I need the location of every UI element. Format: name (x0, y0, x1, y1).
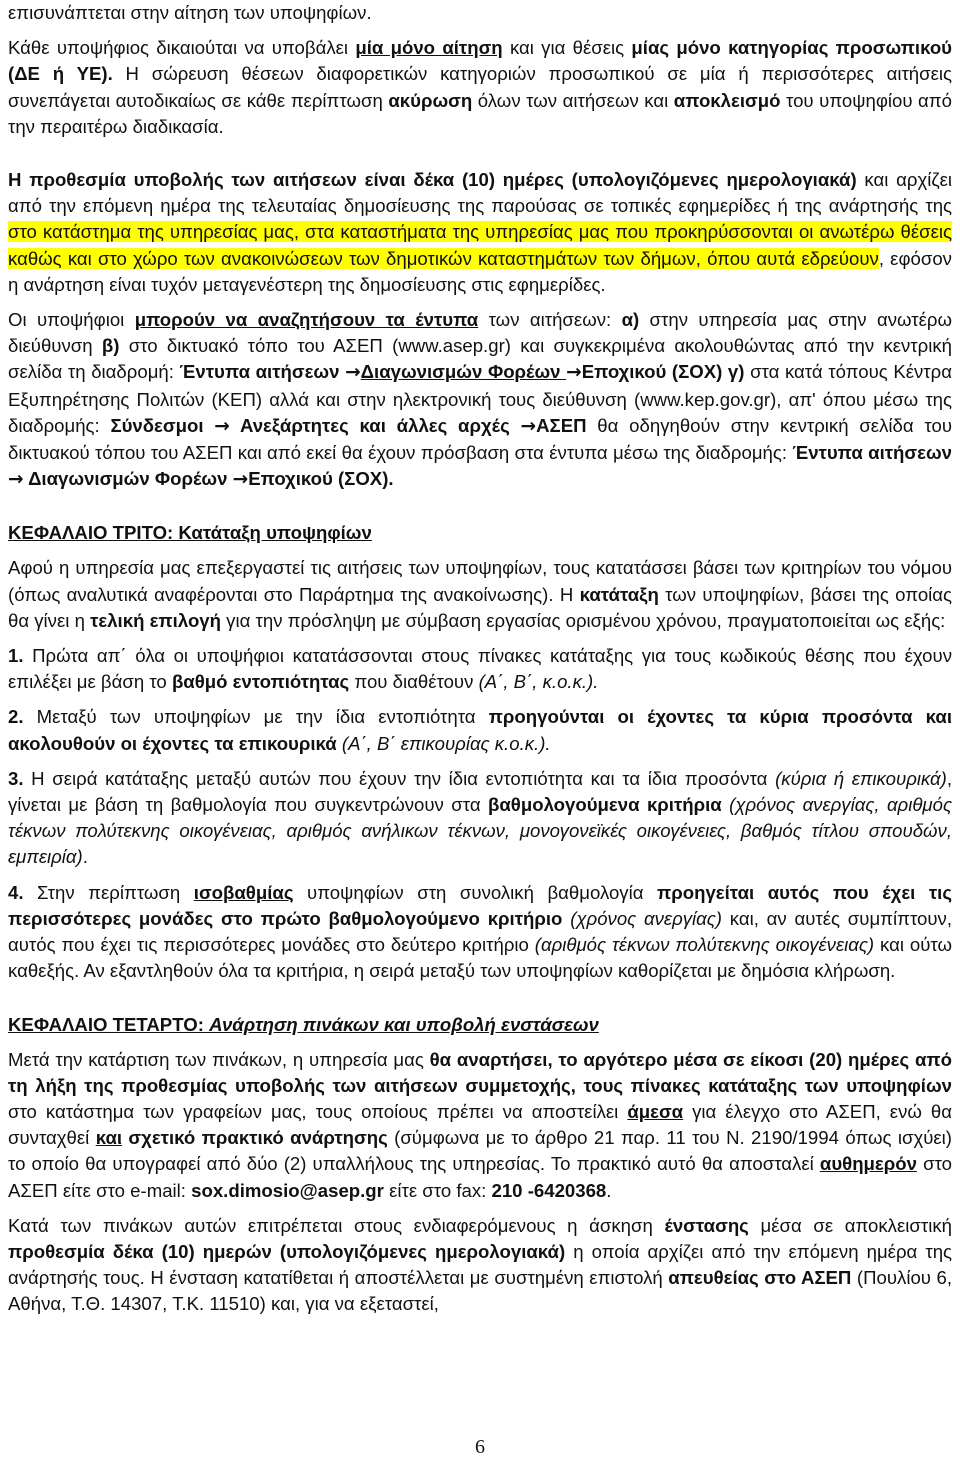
chapter-three-heading: ΚΕΦΑΛΑΙΟ ΤΡΙΤΟ: Κατάταξη υποψηφίων (8, 522, 372, 544)
chapter-four-heading: ΚΕΦΑΛΑΙΟ ΤΕΤΑΡΤΟ: Ανάρτηση πινάκων και υποβολή ενστάσεων (8, 1013, 599, 1035)
ranking-rule-2: 2. Μεταξύ των υποψηφίων με την ίδια εντοπιότητα προηγούνται οι έχοντες τα κύρια προσόντα και ακολουθούν οι έχοντες τα επικουρικά (Α΄, Β΄ επικουρίας κ.ο.κ.). (8, 706, 952, 754)
document-body (8, 0, 952, 1318)
arrow-right-icon: → (345, 362, 361, 384)
paragraph-objections: Κατά των πινάκων αυτών επιτρέπεται στους ενδιαφερόμενους η άσκηση ένστασης μέσα σε αποκλειστική προθεσμία δέκα (10) ημερών (υπολογιζόμενες ημερολογιακά) η οποία αρχίζει από την επόμενη ημέρα της ανάρτησής τους. Η ένσταση κατατίθεται ή αποστέλλεται με συστημένη επιστολή απευθείας στο ΑΣΕΠ (Πουλίου 6, Αθήνα, Τ.Θ. 14307, Τ.Κ. 11510) και, για να εξεταστεί, (8, 1214, 953, 1315)
email-address: sox.dimosio@asep.gr (191, 1179, 384, 1201)
ranking-rule-1: 1. Πρώτα απ΄ όλα οι υποψήφιοι κατατάσσονται στους πίνακες κατάταξης για τους κωδικούς θέσης που έχουν επιλέξει με βάση το βαθμό εντοπιότητας που διαθέτουν (Α΄, Β΄, κ.ο.κ.). (8, 645, 952, 693)
arrow-right-icon: → (232, 469, 249, 491)
paragraph-table-posting: Μετά την κατάρτιση των πινάκων, η υπηρεσία μας θα αναρτήσει, το αργότερο μέσα σε είκοσι (20) ημέρες από τη λήξη της προθεσμίας υποβολής των αιτήσεων συμμετοχής, τους πίνακες κατάταξης των υποψηφίων στο κατάστημα των γραφείων μας, τους οποίους πρέπει να αποστείλει άμεσα για έλεγχο στο ΑΣΕΠ, ενώ θα συνταχθεί και σχετικό πρακτικό ανάρτησης (σύμφωνα με το άρθρο 21 παρ. 11 του Ν. 2190/1994 όπως ισχύει) το οποίο θα υπογραφεί από δύο (2) υπαλλήλους της υπηρεσίας. Το πρακτικό αυτό θα αποσταλεί αυθημερόν στο ΑΣΕΠ είτε στο e-mail: sox.dimosio@asep.gr είτε στο fax: 210 -6420368. (8, 1048, 952, 1201)
paragraph-intro-fragment: επισυνάπτεται στην αίτηση των υποψηφίων. (8, 2, 372, 23)
paragraph-ranking-intro: Αφού η υπηρεσία μας επεξεργαστεί τις αιτήσεις των υποψηφίων, τους κατατάσσει βάσει των κριτηρίων του νόμου (όπως αναλυτικά αναφέρονται στο Παράρτημα της ανακοίνωσης). Η κατάταξη των υποψηφίων, βάσει της οποίας θα γίνει η τελική επιλογή για την πρόσληψη με σύμβαση εργασίας ορισμένου χρόνου, πραγματοποιείται ως εξής: (8, 557, 952, 631)
paragraph-application-forms: Οι υποψήφιοι μπορούν να αναζητήσουν τα έντυπα των αιτήσεων: α) στην υπηρεσία μας στην ανωτέρω διεύθυνση β) στο δικτυακό τόπο του ΑΣΕΠ (www.asep.gr) και συγκεκριμένα ακολουθώντας από την κεντρική σελίδα τη διαδρομή: Έντυπα αιτήσεων →Διαγωνισμών Φορέων →Εποχικού (ΣΟΧ) γ) στα κατά τόπους Κέντρα Εξυπηρέτησης Πολιτών (ΚΕΠ) αλλά και στην ηλεκτρονική τους διεύθυνση (www.kep.gov.gr), απ' όπου μέσω της διαδρομής: Σύνδεσμοι → Ανεξάρτητες και άλλες αρχές →ΑΣΕΠ θα οδηγηθούν στην κεντρική σελίδα του δικτυακού τόπου του ΑΣΕΠ και από εκεί θα έχουν πρόσβαση στα έντυπα μέσω της διαδρομής: Έντυπα αιτήσεων → Διαγωνισμών Φορέων →Εποχικού (ΣΟΧ). (8, 309, 952, 491)
arrow-right-icon: → (214, 415, 230, 437)
arrow-right-icon: → (566, 362, 582, 384)
page-number: 6 (475, 1436, 485, 1458)
fax-number: 210 -6420368 (491, 1179, 607, 1201)
ranking-rule-4: 4. Στην περίπτωση ισοβαθμίας υποψηφίων στη συνολική βαθμολογία προηγείται αυτός που έχει τις περισσότερες μονάδες στο πρώτο βαθμολογούμενο κριτήριο (χρόνος ανεργίας) και, αν αυτές συμπίπτουν, αυτός που έχει τις περισσότερες μονάδες στο δεύτερο κριτήριο (αριθμός τέκνων πολύτεκνης οικογένειας) και ούτω καθεξής. Αν εξαντληθούν όλα τα κριτήρια, η σειρά μεταξύ των υποψηφίων καθορίζεται με δημόσια κλήρωση. (8, 881, 953, 982)
paragraph-deadline: Η προθεσμία υποβολής των αιτήσεων είναι δέκα (10) ημέρες (υπολογιζόμενες ημερολογιακά) και αρχίζει από την επόμενη ημέρα της τελευταίας δημοσίευσης της παρούσας σε τοπικές εφημερίδες ή της ανάρτησής της στο κατάστημα της υπηρεσίας μας, στα καταστήματα της υπηρεσίας μας που προκηρύσσονται οι ανωτέρω θέσεις καθώς και στο χώρο των ανακοινώσεων των δημοτικών καταστημάτων των δήμων, όπου αυτά εδρεύουν, εφόσον η ανάρτηση είναι τυχόν μεταγενέστερη της δημοσίευσης στις εφημερίδες. (8, 169, 952, 295)
highlighted-posting-locations: στο κατάστημα της υπηρεσίας μας, στα καταστήματα της υπηρεσίας μας που προκηρύσσονται οι ανωτέρω θέσεις καθώς και στο χώρο των ανακοινώσεων των δημοτικών καταστημάτων των δήμων, όπου αυτά εδρεύουν (8, 221, 952, 269)
ranking-rule-3: 3. Η σειρά κατάταξης μεταξύ αυτών που έχουν την ίδια εντοπιότητα και τα ίδια προσόντα (κύρια ή επικουρικά), γίνεται με βάση τη βαθμολογία που συγκεντρώνουν στα βαθμολογούμενα κριτήρια (χρόνος ανεργίας, αριθμός τέκνων πολύτεκνης οικογένειας, αριθμός ανήλικων τέκνων, μονογονεϊκές οικογένειες, βαθμός τίτλου σπουδών, εμπειρία). (8, 767, 953, 868)
arrow-right-icon: → (520, 415, 537, 437)
paragraph-single-application: Κάθε υποψήφιος δικαιούται να υποβάλει μία μόνο αίτηση και για θέσεις μίας μόνο κατηγορίας προσωπικού (ΔΕ ή ΥΕ). Η σώρευση θέσεων διαφορετικών κατηγοριών προσωπικού σε μία ή περισσότερες αιτήσεις συνεπάγεται αυτοδικαίως σε κάθε περίπτωση ακύρωση όλων των αιτήσεων και αποκλεισμό του υποψηφίου από την περαιτέρω διαδικασία. (8, 37, 952, 137)
arrow-right-icon: → (8, 469, 24, 491)
